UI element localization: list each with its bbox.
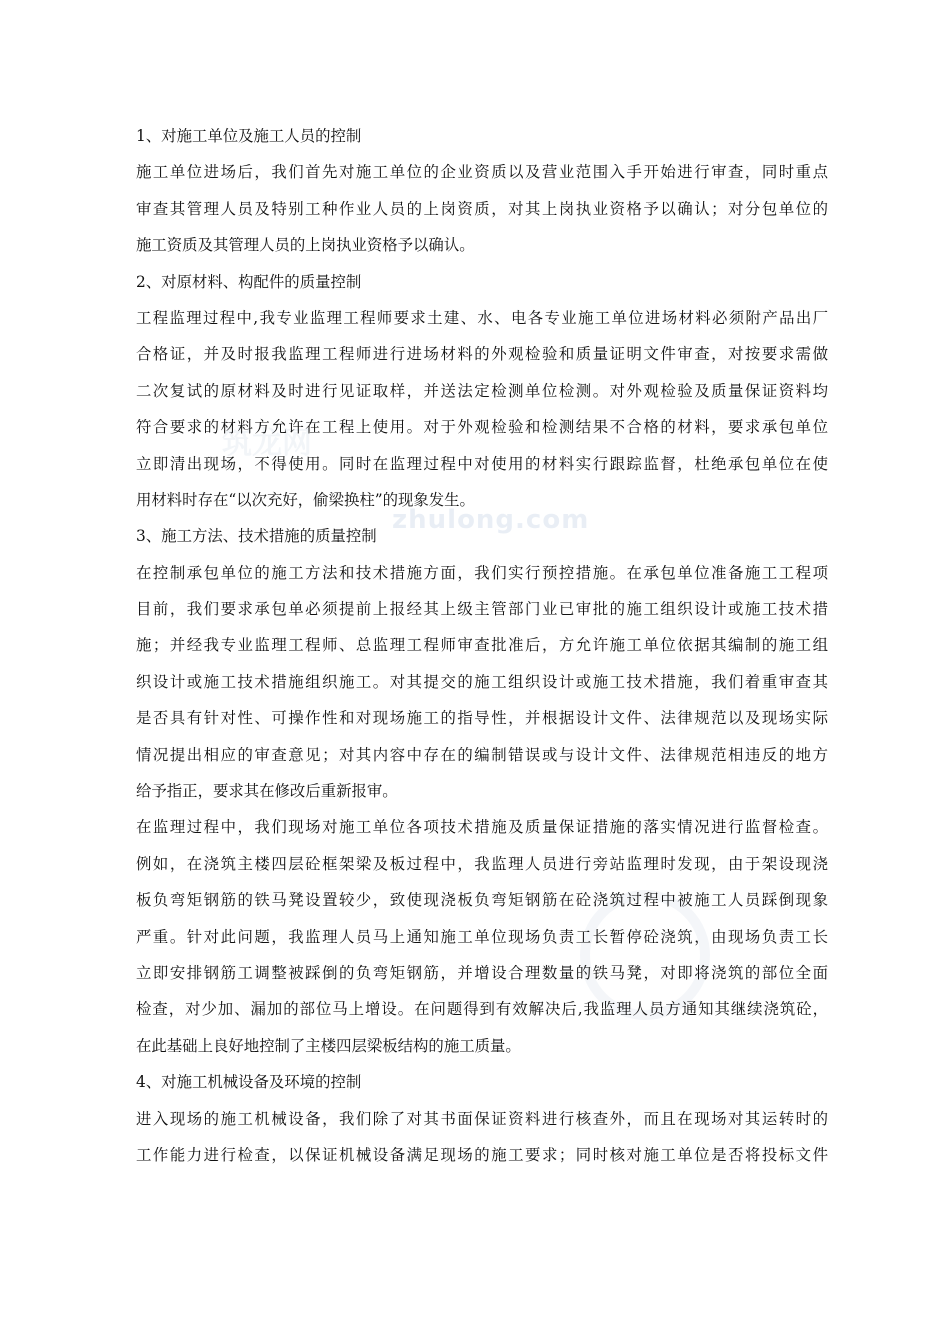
text-line: 织设计或施工技术措施组织施工。对其提交的施工组织设计或施工技术措施，我们着重审查其 bbox=[136, 672, 828, 691]
text-line: 情况提出相应的审查意见；对其内容中存在的编制错误或与设计文件、法律规范相违反的地方 bbox=[136, 745, 828, 764]
text-line: 二次复试的原材料及时进行见证取样，并送法定检测单位检测。对外观检验及质量保证资料均 bbox=[136, 381, 828, 400]
text-line: 检查，对少加、漏加的部位马上增设。在问题得到有效解决后,我监理人员方通知其继续浇筑砼， bbox=[136, 1000, 828, 1019]
text-line: 给予指正，要求其在修改后重新报审。 bbox=[136, 782, 398, 801]
text-line: 1、对施工单位及施工人员的控制 bbox=[136, 127, 362, 145]
text-line: 进入现场的施工机械设备，我们除了对其书面保证资料进行核查外，而且在现场对其运转时的 bbox=[136, 1109, 828, 1128]
text-line: 工程监理过程中,我专业监理工程师要求土建、水、电各专业施工单位进场材料必须附产品出厂 bbox=[136, 308, 828, 327]
text-line: 立即清出现场，不得使用。同时在监理过程中对使用的材料实行跟踪监督，杜绝承包单位在使 bbox=[136, 454, 828, 473]
text-line: 例如，在浇筑主楼四层砼框架梁及板过程中，我监理人员进行旁站监理时发现，由于架设现浇 bbox=[136, 854, 828, 873]
document-body bbox=[136, 118, 828, 1173]
watermark-text: zhulong.com bbox=[392, 505, 590, 535]
text-line: 板负弯矩钢筋的铁马凳设置较少，致使现浇板负弯矩钢筋在砼浇筑过程中被施工人员踩倒现象 bbox=[136, 891, 828, 910]
text-line: 审查其管理人员及特别工种作业人员的上岗资质，对其上岗执业资格予以确认；对分包单位的 bbox=[136, 199, 828, 218]
text-line: 目前，我们要求承包单必须提前上报经其上级主管部门业已审批的施工组织设计或施工技术措 bbox=[136, 600, 828, 619]
text-line: 施；并经我专业监理工程师、总监理工程师审查批准后，方允许施工单位依据其编制的施工组 bbox=[136, 636, 828, 655]
text-line: 严重。针对此问题，我监理人员马上通知施工单位现场负责工长暂停砼浇筑，由现场负责工长 bbox=[136, 927, 828, 946]
text-line: 2、对原材料、构配件的质量控制 bbox=[136, 272, 362, 291]
text-line: 在此基础上良好地控制了主楼四层梁板结构的施工质量。 bbox=[136, 1036, 521, 1055]
text-line: 3、施工方法、技术措施的质量控制 bbox=[136, 527, 377, 546]
text-line: 是否具有针对性、可操作性和对现场施工的指导性，并根据设计文件、法律规范以及现场实际 bbox=[136, 709, 828, 728]
text-line: 在监理过程中，我们现场对施工单位各项技术措施及质量保证措施的落实情况进行监督检查。 bbox=[136, 818, 828, 837]
text-line: 4、对施工机械设备及环境的控制 bbox=[136, 1073, 362, 1092]
text-line: 用材料时存在“以次充好，偷梁换柱”的现象发生。 bbox=[136, 490, 475, 509]
watermark-logo: 筑龙网 bbox=[222, 426, 312, 461]
text-line: 合格证，并及时报我监理工程师进行进场材料的外观检验和质量证明文件审查，对按要求需做 bbox=[136, 345, 828, 364]
text-line: 工作能力进行检查，以保证机械设备满足现场的施工要求；同时核对施工单位是否将投标文件 bbox=[136, 1145, 828, 1164]
text-line: 符合要求的材料方允许在工程上使用。对于外观检验和检测结果不合格的材料，要求承包单位 bbox=[136, 418, 828, 437]
text-line: 施工单位进场后，我们首先对施工单位的企业资质以及营业范围入手开始进行审查，同时重点 bbox=[136, 163, 828, 182]
text-line: 在控制承包单位的施工方法和技术措施方面，我们实行预控措施。在承包单位准备施工工程项 bbox=[136, 563, 828, 582]
text-line: 施工资质及其管理人员的上岗执业资格予以确认。 bbox=[136, 236, 475, 255]
text-line: 立即安排钢筋工调整被踩倒的负弯矩钢筋，并增设合理数量的铁马凳，对即将浇筑的部位全面 bbox=[136, 963, 828, 982]
